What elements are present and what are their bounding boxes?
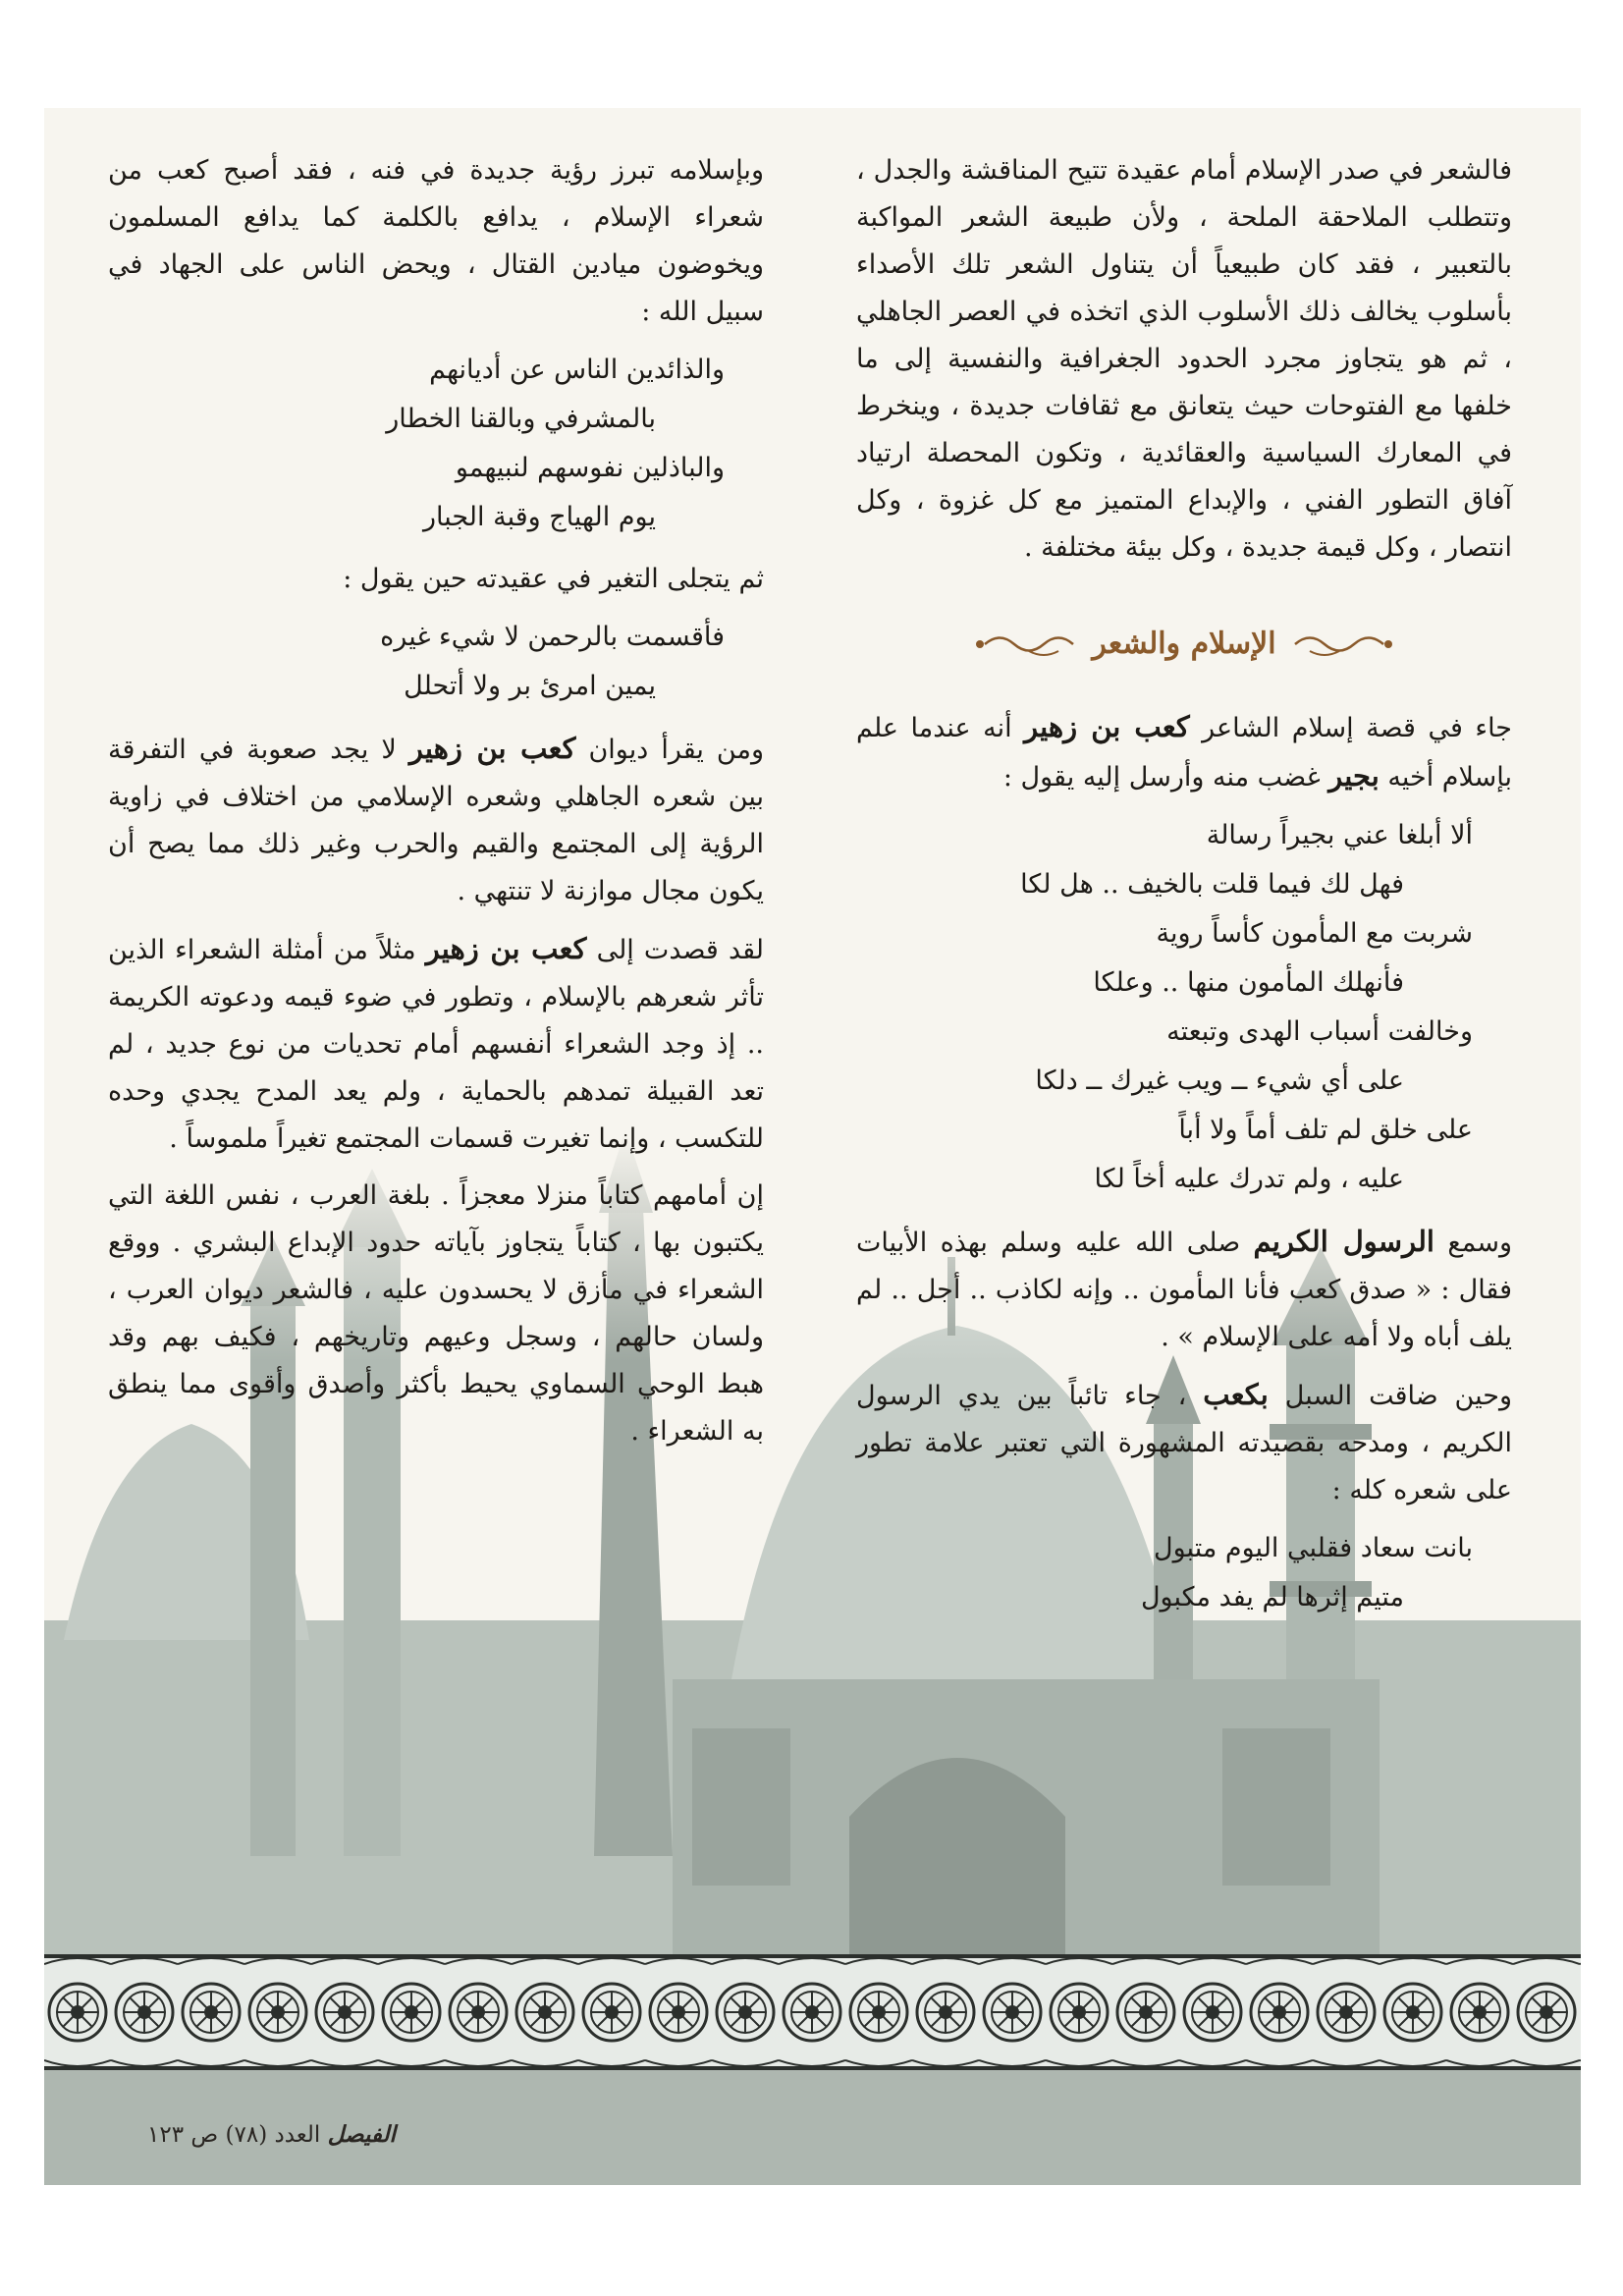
magazine-name: الفيصل: [327, 2121, 396, 2148]
paragraph: [108, 725, 764, 915]
section-heading-row: [856, 621, 1512, 668]
poem-verse: على خلق لم تلف أماً ولا أباً: [1178, 1115, 1473, 1145]
paragraph: فالشعر في صدر الإسلام أمام عقيدة تتيح المناقشة والجدل ، وتتطلب الملاحقة الملحة ، ولأن طبيعة الشعر المواكبة بالتعبير ، فقد كان طبيعياً أن يتناول الشعر تلك الأصداء بأسلوب يخالف ذلك الأسلوب الذي اتخذه في العصر الجاهلي ، ثم هو يتجاوز مجرد الحدود الجغرافية والنفسية إلى ما خلفها مع الفتوحات حيث يتعانق مع ثقافات جديدة ، وينخرط في المعارك السياسية والعقائدية ، وتكون المحصلة ارتياد آفاق التطور الفني ، والإبداع المتميز مع كل غزوة ، وكل انتصار ، وكل قيمة جديدة ، وكل بيئة مختلفة .: [856, 155, 1512, 563]
poem-verse: بالمشرفي وبالقنا الخطار: [386, 404, 656, 434]
right-column: [856, 147, 1512, 1636]
text-run: ، جاء تائباً بين يدي الرسول الكريم ، ومدحه بقصيدته المشهورة التي تعتبر علامة تطور على شعره كله :: [856, 1381, 1512, 1505]
ornament-right-icon: [1290, 629, 1398, 659]
paragraph: [856, 1371, 1512, 1514]
poem-verse: والذائدين الناس عن أديانهم: [429, 355, 725, 385]
page-footer: [147, 2121, 396, 2148]
poem-verse: يوم الهياج وقبة الجبار: [422, 502, 656, 532]
left-column: [108, 147, 764, 1465]
text-run: لقد قصدت إلى: [586, 935, 765, 965]
name-highlight: كعب بن زهير: [408, 732, 576, 765]
poem-block: [108, 613, 764, 711]
poem-verse: عليه ، ولم تدرك عليه أخاً لكا: [1094, 1164, 1404, 1194]
text-run: جاء في قصة إسلام الشاعر: [1189, 713, 1512, 743]
section-heading: الإسلام والشعر: [1092, 627, 1276, 661]
text-run: وحين ضاقت السبل: [1268, 1381, 1512, 1411]
poem-verse: فهل لك فيما قلت بالخيف .. هل لكا: [1020, 869, 1404, 900]
ornament-left-icon: [970, 629, 1078, 659]
name-highlight: بجير: [1328, 759, 1380, 793]
poem-verse: متيم إثرها لم يفد مكبول: [1140, 1582, 1404, 1613]
poem-verse: فأقسمت بالرحمن لا شيء غيره: [380, 622, 725, 652]
name-highlight: بكعب: [1203, 1378, 1269, 1411]
name-highlight: كعب بن زهير: [1024, 710, 1190, 743]
text-run: ومن يقرأ ديوان: [575, 735, 764, 765]
poem-verse: فأنهلك المأمون منها .. وعلكا: [1093, 967, 1404, 998]
paragraph: [856, 703, 1512, 801]
paragraph: ثم يتجلى التغير في عقيدته حين يقول :: [343, 564, 764, 594]
poem-block: [108, 346, 764, 542]
paragraph: [856, 1218, 1512, 1361]
name-highlight: كعب بن زهير: [425, 932, 587, 965]
paragraph: وبإسلامه تبرز رؤية جديدة في فنه ، فقد أصبح كعب من شعراء الإسلام ، يدافع بالكلمة كما يدافع المسلمون ويخوضون ميادين القتال ، ويحض الناس على الجهاد في سبيل الله :: [108, 155, 764, 327]
poem-verse: وخالفت أسباب الهدى وتبعته: [1166, 1016, 1473, 1047]
paragraph: إن أمامهم كتاباً منزلا معجزاً . بلغة العرب ، نفس اللغة التي يكتبون بها ، كتاباً يتجاوز بآياته حدود الإبداع البشري . ووقع الشعراء في مأزق لا يحسدون عليه ، فالشعر ديوان العرب ، ولسان حالهم ، وسجل وعيهم وتاريخهم ، فكيف بهم وقد هبط الوحي السماوي يحيط بأكثر وأصدق وأقوى مما ينطق به الشعراء .: [108, 1180, 764, 1447]
issue-page-number: العدد (٧٨) ص ١٢٣: [147, 2122, 321, 2148]
poem-verse: والباذلين نفوسهم لنبيهمو: [455, 453, 725, 483]
text-run: وسمع: [1434, 1228, 1513, 1258]
text-run: غضب منه وأرسل إليه يقول :: [1002, 762, 1329, 793]
name-highlight: الرسول الكريم: [1253, 1225, 1434, 1258]
poem-block: [856, 811, 1512, 1204]
poem-verse: ألا أبلغا عني بجيراً رسالة: [1206, 820, 1473, 850]
poem-verse: شربت مع المأمون كأساً روية: [1156, 918, 1473, 949]
text-run: أنه عندما علم بإسلام أخيه: [856, 713, 1512, 793]
text-run: لا يجد صعوبة في التفرقة بين شعره الجاهلي وشعره الإسلامي من اختلاف في زاوية الرؤية إلى المجتمع والقيم والحرب وغير ذلك مما يصح أن يكون مجال موازنة لا تنتهي .: [108, 735, 764, 906]
poem-verse: بانت سعاد فقلبي اليوم متبول: [1153, 1533, 1473, 1563]
paragraph: [108, 925, 764, 1163]
poem-verse: على أي شيء ــ ويب غيرك ــ دلكا: [1035, 1066, 1404, 1096]
poem-block: [856, 1524, 1512, 1622]
text-run: صلى الله عليه وسلم بهذه الأبيات فقال : « صدق كعب فأنا المأمون .. وإنه لكاذب .. أجل .. لم يلف أباه ولا أمه على الإسلام » .: [856, 1228, 1512, 1352]
poem-verse: يمين امرئ بر ولا أتحلل: [404, 671, 656, 701]
text-run: مثلاً من أمثلة الشعراء الذين تأثر شعرهم بالإسلام ، وتطور في ضوء قيمه ودعوته الكريمة .. إذ وجد الشعراء أنفسهم أمام تحديات من نوع جديد ، لم تعد القبيلة تمدهم بالحماية ، ولم يعد المدح يجدي وحده للتكسب ، وإنما تغيرت قسمات المجتمع تغيراً ملموساً .: [108, 935, 764, 1154]
decorative-rosette-band: [44, 1954, 1581, 2070]
